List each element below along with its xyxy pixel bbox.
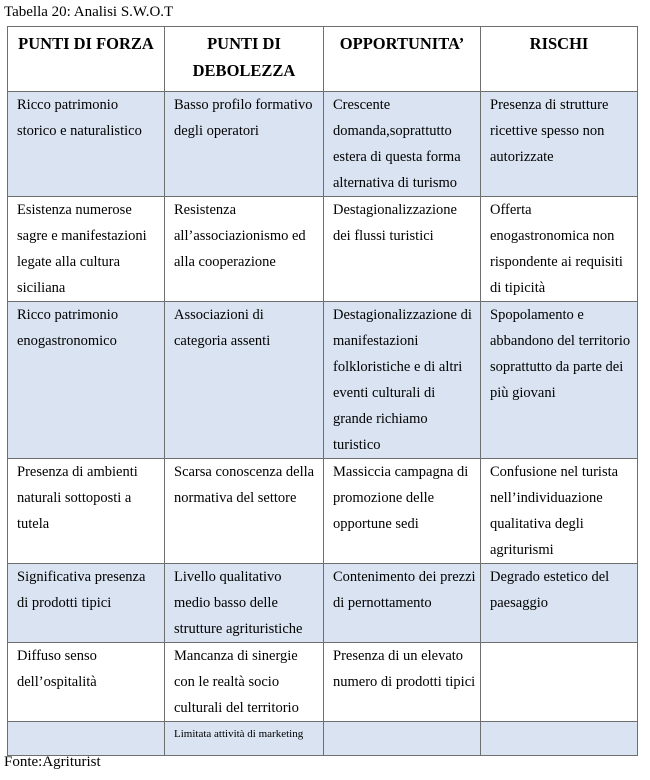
table-row	[8, 92, 638, 197]
cell-strength: Significativa presenza di prodotti tipici	[8, 564, 165, 643]
cell-empty	[481, 722, 638, 756]
header-strengths: PUNTI DI FORZA	[8, 27, 165, 92]
cell-opportunity: Presenza di un elevato numero di prodotti tipici	[324, 643, 481, 722]
table-row	[8, 564, 638, 643]
cell-weakness: Scarsa conoscenza della normativa del settore	[165, 459, 324, 564]
cell-strength: Presenza di ambienti naturali sottoposti a tutela	[8, 459, 165, 564]
cell-strength: Ricco patrimonio enogastronomico	[8, 302, 165, 459]
cell-weakness: Associazioni di categoria assenti	[165, 302, 324, 459]
table-row	[8, 302, 638, 459]
cell-threat: Confusione nel turista nell’individuazione qualitativa degli agriturismi	[481, 459, 638, 564]
table-caption: Tabella 20: Analisi S.W.O.T	[4, 4, 174, 20]
table-row	[8, 722, 638, 756]
cell-strength: Diffuso senso dell’ospitalità	[8, 643, 165, 722]
cell-opportunity: Massiccia campagna di promozione delle opportune sedi	[324, 459, 481, 564]
cell-weakness: Mancanza di sinergie con le realtà socio culturali del territorio	[165, 643, 324, 722]
table-row	[8, 197, 638, 302]
cell-threat	[481, 643, 638, 722]
header-weaknesses: PUNTI DI DEBOLEZZA	[165, 27, 324, 92]
cell-strength: Ricco patrimonio storico e naturalistico	[8, 92, 165, 197]
cell-weakness: Livello qualitativo medio basso delle strutture agrituristiche	[165, 564, 324, 643]
cell-weakness: Resistenza all’associazionismo ed alla cooperazione	[165, 197, 324, 302]
table-row	[8, 643, 638, 722]
cell-empty	[8, 722, 165, 756]
swot-table	[7, 26, 638, 756]
cell-opportunity: Destagionalizzazione di manifestazioni folkloristiche e di altri eventi culturali di grande richiamo turistico	[324, 302, 481, 459]
cell-threat: Spopolamento e abbandono del territorio soprattutto da parte dei più giovani	[481, 302, 638, 459]
table-row	[8, 459, 638, 564]
cell-threat: Offerta enogastronomica non rispondente ai requisiti di tipicità	[481, 197, 638, 302]
source-note: Fonte:Agriturist	[4, 754, 101, 770]
cell-threat: Degrado estetico del paesaggio	[481, 564, 638, 643]
cell-empty	[324, 722, 481, 756]
cell-threat: Presenza di strutture ricettive spesso non autorizzate	[481, 92, 638, 197]
header-opportunities: OPPORTUNITA’	[324, 27, 481, 92]
cell-weakness-note	[165, 722, 324, 756]
cell-opportunity: Crescente domanda,soprattutto estera di questa forma alternativa di turismo	[324, 92, 481, 197]
cell-weakness: Basso profilo formativo degli operatori	[165, 92, 324, 197]
cell-opportunity: Contenimento dei prezzi di pernottamento	[324, 564, 481, 643]
cell-opportunity: Destagionalizzazione dei flussi turistici	[324, 197, 481, 302]
header-threats: RISCHI	[481, 27, 638, 92]
marketing-note: Limitata attività di marketing	[174, 728, 304, 740]
header-row	[8, 27, 638, 92]
cell-strength: Esistenza numerose sagre e manifestazioni legate alla cultura siciliana	[8, 197, 165, 302]
